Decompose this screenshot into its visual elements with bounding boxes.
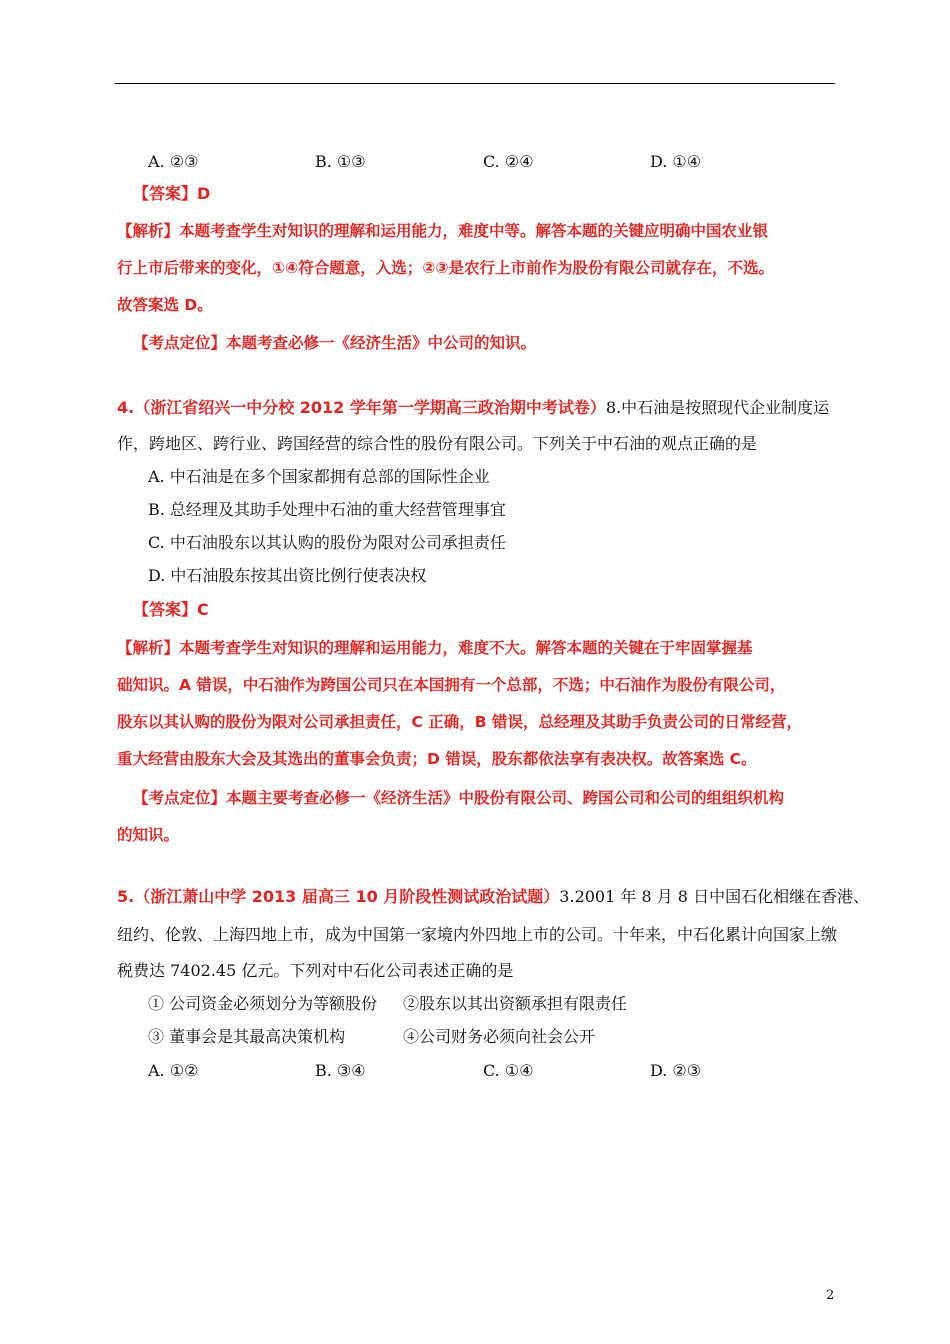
q3-option-a: A. ②③ (148, 152, 199, 171)
q5-statement-2: ②股东以其出资额承担有限责任 (403, 994, 628, 1013)
q3-analysis-line-2: 行上市后带来的变化，①④符合题意，入选；②③是农行上市前作为股份有限公司就存在，不选。 (117, 259, 774, 277)
q4-source: 4.（浙江省绍兴一中分校 2012 学年第一学期高三政治期中考试卷） (117, 398, 606, 417)
q3-option-d: D. ①④ (650, 152, 702, 171)
q5-stem-line-3: 税费达 7402.45 亿元。下列对中石化公司表述正确的是 (117, 961, 514, 980)
q5-option-b: B. ③④ (315, 1061, 366, 1080)
q3-option-b: B. ①③ (315, 152, 366, 171)
q4-analysis-line-1: 【解析】本题考查学生对知识的理解和运用能力，难度不大。解答本题的关键在于牢固掌握基 (117, 639, 753, 657)
q5-stem-line-2: 纽约、伦敦、上海四地上市，成为中国第一家境内外四地上市的公司。十年来，中石化累计向国家上缴 (117, 925, 838, 944)
q3-analysis-line-3: 故答案选 D。 (117, 296, 213, 314)
q5-statement-4: ④公司财务必须向社会公开 (403, 1027, 596, 1046)
q5-source: 5.（浙江萧山中学 2013 届高三 10 月阶段性测试政治试题） (117, 887, 560, 906)
q4-stem-line-2: 作，跨地区、跨行业、跨国经营的综合性的股份有限公司。下列关于中石油的观点正确的是 (117, 434, 758, 453)
q3-option-c: C. ②④ (483, 152, 534, 171)
q4-analysis-line-2: 础知识。A 错误，中石油作为跨国公司只在本国拥有一个总部，不选；中石油作为股份有限公司， (117, 676, 786, 694)
q3-key-point: 【考点定位】本题考查必修一《经济生活》中公司的知识。 (133, 334, 537, 352)
q5-stem-line-1: 3.2001 年 8 月 8 日中国石化相继在香港、 (559, 887, 870, 906)
q4-option-b: B. 总经理及其助手处理中石油的重大经营管理事宜 (148, 500, 506, 519)
q4-option-a: A. 中石油是在多个国家都拥有总部的国际性企业 (148, 467, 490, 486)
q5-statement-3: ③ 董事会是其最高决策机构 (148, 1027, 346, 1046)
q5-statement-1: ① 公司资金必须划分为等额股份 (148, 994, 378, 1013)
header-rule (115, 83, 835, 84)
q4-key-point-line-2: 的知识。 (117, 826, 180, 844)
q5-option-d: D. ②③ (650, 1061, 702, 1080)
page-number: 2 (826, 1288, 835, 1303)
q3-analysis-line-1: 【解析】本题考查学生对知识的理解和运用能力，难度中等。解答本题的关键应明确中国农业银 (117, 222, 769, 240)
q4-answer: 【答案】C (133, 600, 209, 619)
q5-option-a: A. ①② (148, 1061, 199, 1080)
q4-analysis-line-3: 股东以其认购的股份为限对公司承担责任，C 正确，B 错误，总经理及其助手负责公司的日常经营， (117, 713, 802, 731)
q3-answer: 【答案】D (133, 184, 211, 203)
q4-stem-line-1: 8.中石油是按照现代企业制度运 (605, 398, 830, 417)
q4-analysis-line-4: 重大经营由股东大会及其选出的董事会负责；D 错误，股东都依法享有表决权。故答案选 C。 (117, 750, 757, 768)
q4-heading (117, 398, 829, 418)
q5-heading (117, 887, 869, 907)
q4-option-d: D. 中石油股东按其出资比例行使表决权 (148, 566, 427, 585)
q4-option-c: C. 中石油股东以其认购的股份为限对公司承担责任 (148, 533, 506, 552)
q5-option-c: C. ①④ (483, 1061, 534, 1080)
q4-key-point-line-1: 【考点定位】本题主要考查必修一《经济生活》中股份有限公司、跨国公司和公司的组组织机构 (133, 789, 785, 807)
